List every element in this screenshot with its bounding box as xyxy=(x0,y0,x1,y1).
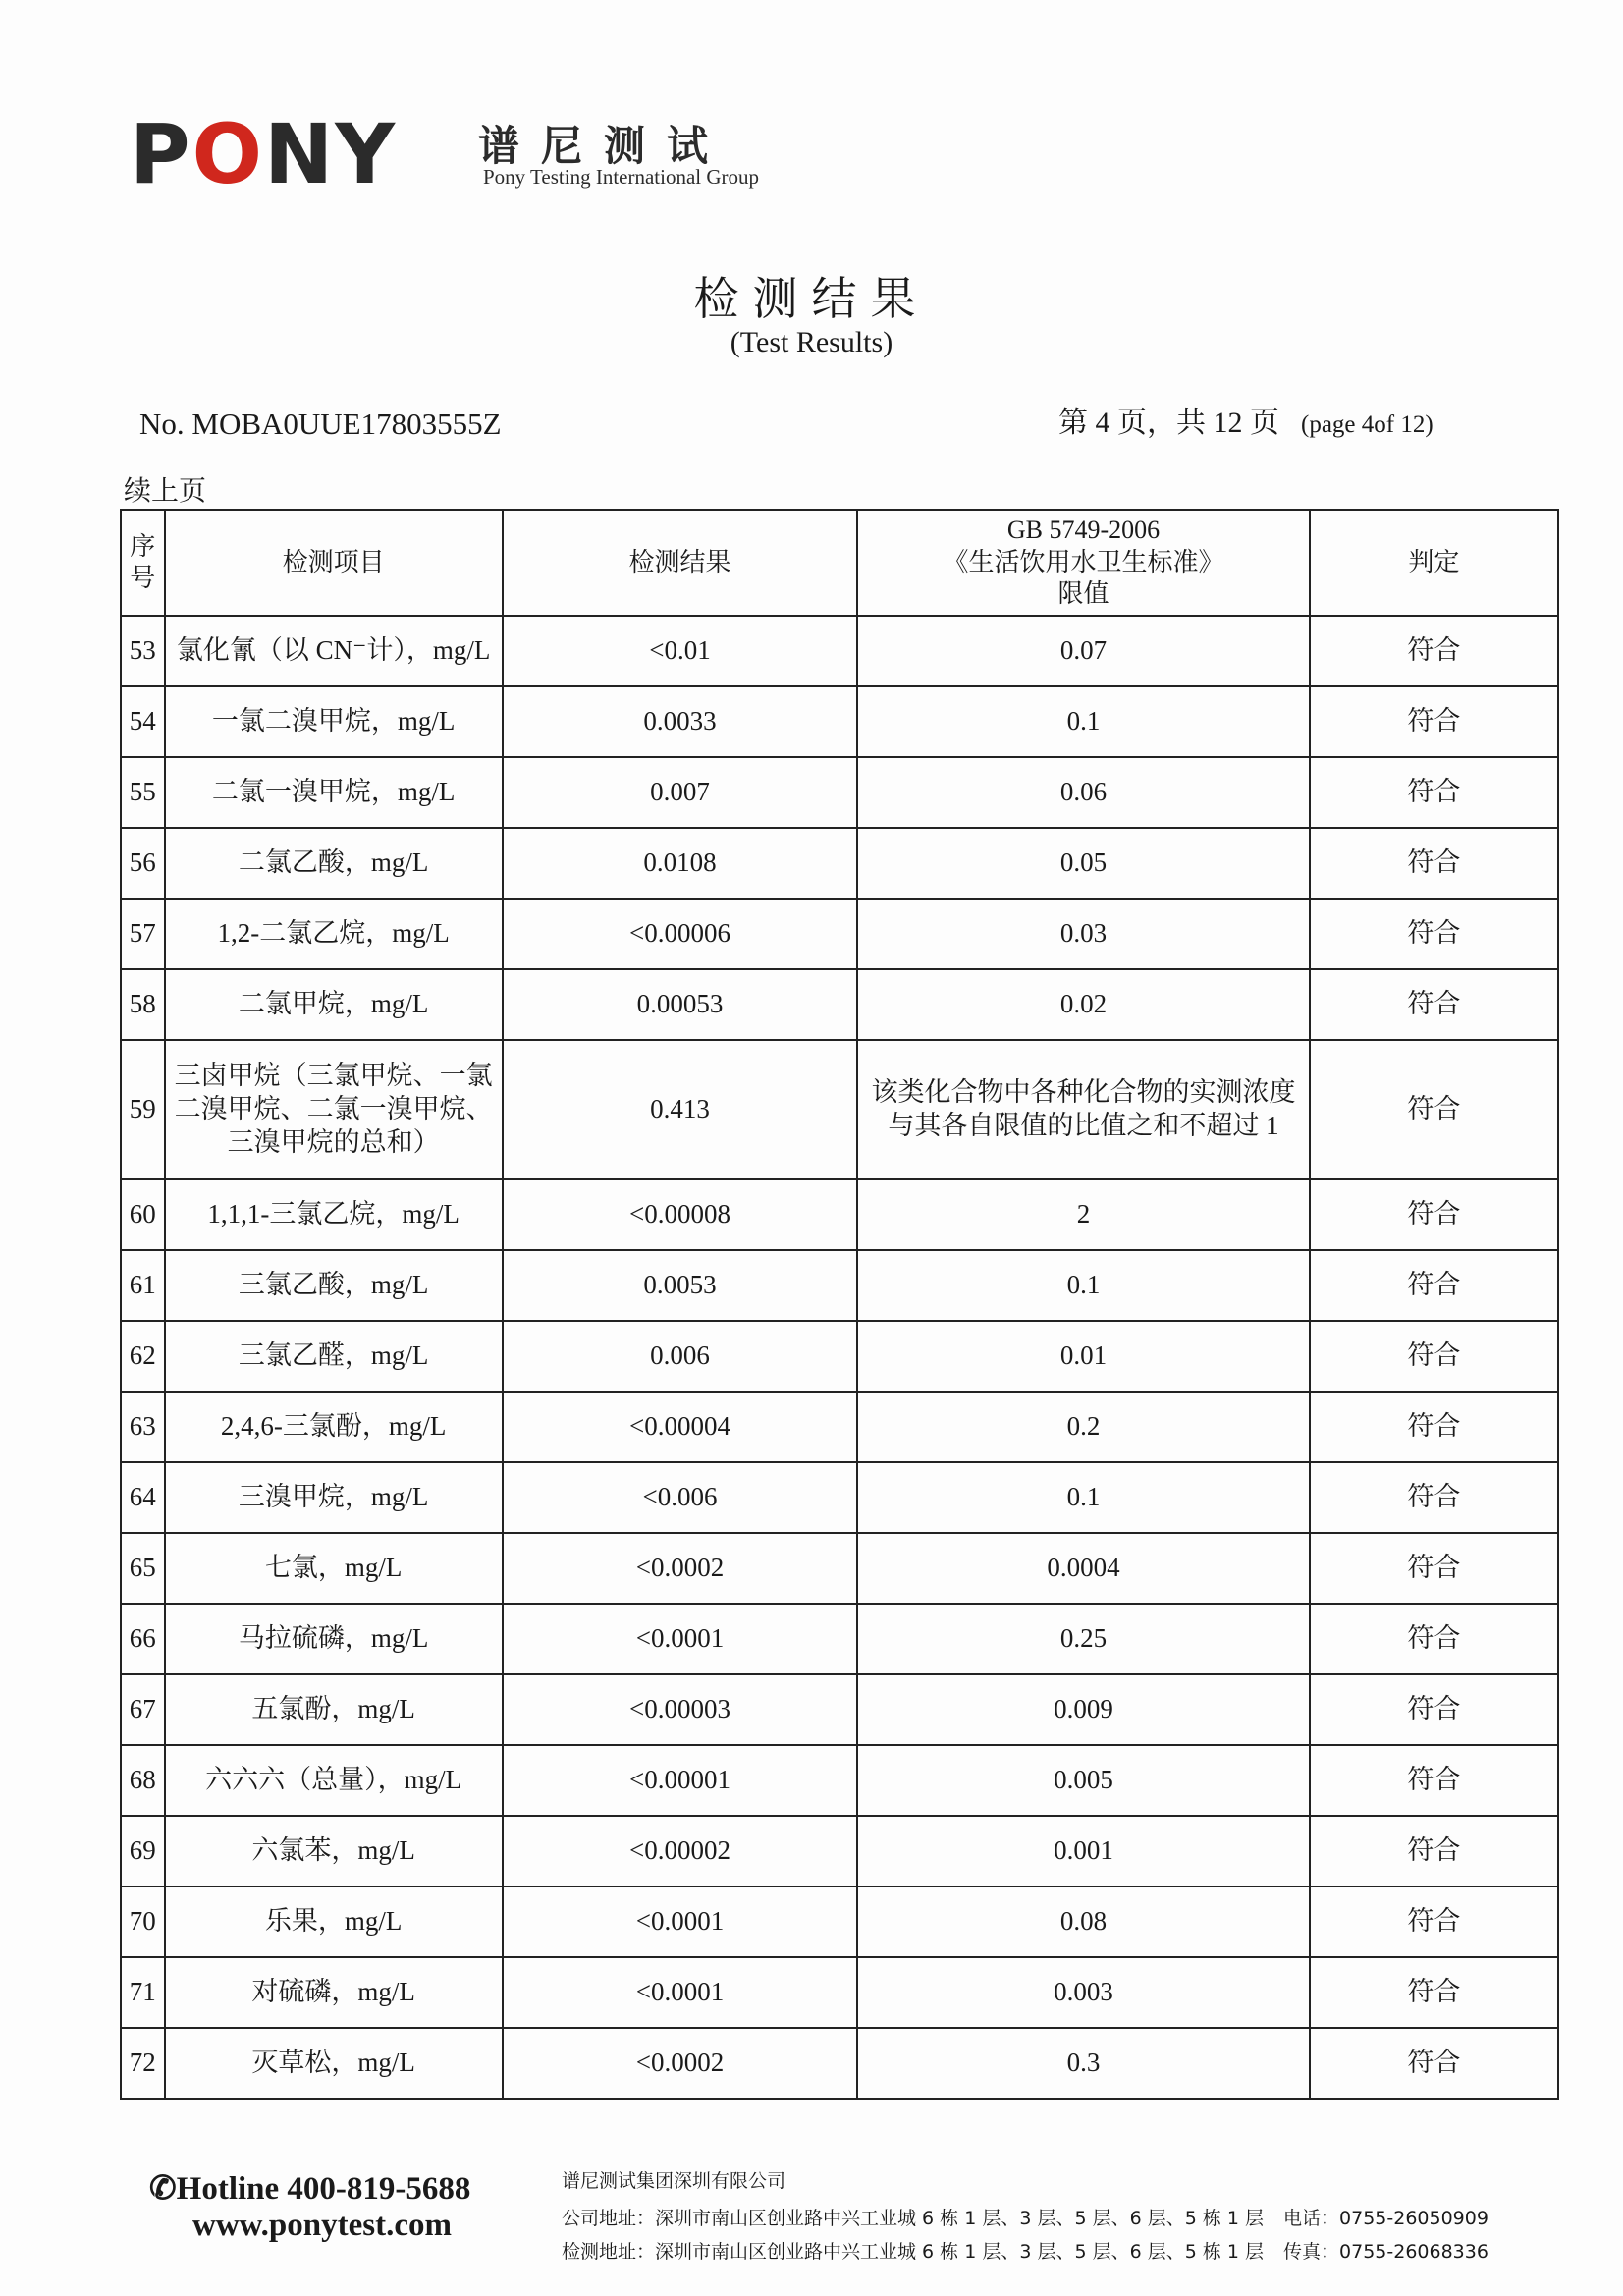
header-verdict: 判定 xyxy=(1310,510,1558,616)
cell-item: 二氯甲烷，mg/L xyxy=(165,969,503,1040)
cell-verdict: 符合 xyxy=(1310,1250,1558,1321)
header-no: 序号 xyxy=(121,510,165,616)
cell-no: 72 xyxy=(121,2028,165,2099)
table-row xyxy=(121,1533,1558,1604)
cell-limit: 0.01 xyxy=(857,1321,1310,1392)
cell-no: 59 xyxy=(121,1040,165,1179)
cell-verdict: 符合 xyxy=(1310,1040,1558,1179)
cell-result: 0.006 xyxy=(503,1321,857,1392)
cell-verdict: 符合 xyxy=(1310,1957,1558,2028)
footer-test-address: 检测地址：深圳市南山区创业路中兴工业城 6 栋 1 层、3 层、5 层、6 层、5 栋 1 层 传真：0755-26068336 xyxy=(562,2241,1488,2263)
cell-no: 68 xyxy=(121,1745,165,1816)
cell-limit: 0.1 xyxy=(857,686,1310,757)
cell-result: <0.0001 xyxy=(503,1604,857,1674)
cell-no: 61 xyxy=(121,1250,165,1321)
cell-result: <0.00008 xyxy=(503,1179,857,1250)
cell-no: 58 xyxy=(121,969,165,1040)
cell-result: <0.00001 xyxy=(503,1745,857,1816)
cell-no: 57 xyxy=(121,899,165,969)
continued-label: 续上页 xyxy=(124,474,207,507)
cell-item: 乐果，mg/L xyxy=(165,1886,503,1957)
cell-limit: 0.03 xyxy=(857,899,1310,969)
cell-result: 0.413 xyxy=(503,1040,857,1179)
cell-limit: 0.02 xyxy=(857,969,1310,1040)
cell-result: 0.007 xyxy=(503,757,857,828)
cell-no: 67 xyxy=(121,1674,165,1745)
table-row xyxy=(121,828,1558,899)
phone-icon: ✆ xyxy=(149,2171,177,2207)
logo-wordmark: PONY xyxy=(130,106,398,202)
cell-result: <0.006 xyxy=(503,1462,857,1533)
cell-item: 1,1,1-三氯乙烷，mg/L xyxy=(165,1179,503,1250)
cell-no: 56 xyxy=(121,828,165,899)
cell-verdict: 符合 xyxy=(1310,616,1558,686)
cell-item: 六六六（总量），mg/L xyxy=(165,1745,503,1816)
cell-limit: 该类化合物中各种化合物的实测浓度与其各自限值的比值之和不超过 1 xyxy=(857,1040,1310,1179)
cell-item: 2,4,6-三氯酚，mg/L xyxy=(165,1392,503,1462)
table-row xyxy=(121,1957,1558,2028)
cell-no: 55 xyxy=(121,757,165,828)
cell-limit: 0.08 xyxy=(857,1886,1310,1957)
logo-chinese-name: 谱尼测试 xyxy=(478,122,730,170)
cell-limit: 0.0004 xyxy=(857,1533,1310,1604)
cell-result: <0.0001 xyxy=(503,1957,857,2028)
cell-result: 0.0108 xyxy=(503,828,857,899)
table-row xyxy=(121,2028,1558,2099)
cell-limit: 0.003 xyxy=(857,1957,1310,2028)
cell-result: <0.0002 xyxy=(503,2028,857,2099)
cell-item: 三溴甲烷，mg/L xyxy=(165,1462,503,1533)
table-header-row xyxy=(121,510,1558,616)
logo-english-name: Pony Testing International Group xyxy=(483,165,760,189)
cell-no: 70 xyxy=(121,1886,165,1957)
cell-no: 60 xyxy=(121,1179,165,1250)
cell-verdict: 符合 xyxy=(1310,1745,1558,1816)
footer-company-address: 公司地址：深圳市南山区创业路中兴工业城 6 栋 1 层、3 层、5 层、6 层、5 栋 1 层 电话：0755-26050909 xyxy=(562,2208,1488,2229)
cell-verdict: 符合 xyxy=(1310,1321,1558,1392)
cell-no: 62 xyxy=(121,1321,165,1392)
cell-verdict: 符合 xyxy=(1310,1533,1558,1604)
cell-limit: 0.009 xyxy=(857,1674,1310,1745)
table-row xyxy=(121,1179,1558,1250)
results-table xyxy=(120,509,1559,2100)
page-indicator: 第 4 页，共 12 页 (page 4of 12) xyxy=(1058,407,1434,439)
table-row xyxy=(121,1250,1558,1321)
cell-item: 灭草松，mg/L xyxy=(165,2028,503,2099)
cell-verdict: 符合 xyxy=(1310,2028,1558,2099)
cell-item: 三氯乙醛，mg/L xyxy=(165,1321,503,1392)
cell-no: 64 xyxy=(121,1462,165,1533)
header-result: 检测结果 xyxy=(503,510,857,616)
cell-item: 二氯乙酸，mg/L xyxy=(165,828,503,899)
cell-result: <0.00004 xyxy=(503,1392,857,1462)
page-subtitle: (Test Results) xyxy=(730,326,893,358)
cell-limit: 0.1 xyxy=(857,1462,1310,1533)
cell-verdict: 符合 xyxy=(1310,757,1558,828)
cell-verdict: 符合 xyxy=(1310,1462,1558,1533)
cell-verdict: 符合 xyxy=(1310,1886,1558,1957)
cell-verdict: 符合 xyxy=(1310,686,1558,757)
table-row xyxy=(121,616,1558,686)
cell-verdict: 符合 xyxy=(1310,1674,1558,1745)
cell-verdict: 符合 xyxy=(1310,1604,1558,1674)
cell-limit: 0.001 xyxy=(857,1816,1310,1886)
page-title: 检测结果 xyxy=(693,272,930,325)
header-item: 检测项目 xyxy=(165,510,503,616)
cell-item: 五氯酚，mg/L xyxy=(165,1674,503,1745)
cell-verdict: 符合 xyxy=(1310,899,1558,969)
cell-result: <0.0001 xyxy=(503,1886,857,1957)
table-row xyxy=(121,1462,1558,1533)
cell-verdict: 符合 xyxy=(1310,1392,1558,1462)
cell-no: 54 xyxy=(121,686,165,757)
footer-website: www.ponytest.com xyxy=(192,2208,452,2243)
cell-verdict: 符合 xyxy=(1310,828,1558,899)
table-row xyxy=(121,1392,1558,1462)
cell-limit: 0.005 xyxy=(857,1745,1310,1816)
footer-hotline: ✆Hotline 400-819-5688 xyxy=(149,2171,471,2207)
cell-limit: 0.05 xyxy=(857,828,1310,899)
table-row xyxy=(121,969,1558,1040)
header-limit: GB 5749-2006 《生活饮用水卫生标准》 限值 xyxy=(857,510,1310,616)
cell-item: 二氯一溴甲烷，mg/L xyxy=(165,757,503,828)
cell-no: 53 xyxy=(121,616,165,686)
cell-item: 氯化氰（以 CN⁻计），mg/L xyxy=(165,616,503,686)
cell-item: 三卤甲烷（三氯甲烷、一氯二溴甲烷、二氯一溴甲烷、三溴甲烷的总和） xyxy=(165,1040,503,1179)
footer-company: 谱尼测试集团深圳有限公司 xyxy=(562,2170,786,2192)
cell-limit: 0.07 xyxy=(857,616,1310,686)
cell-item: 三氯乙酸，mg/L xyxy=(165,1250,503,1321)
cell-item: 六氯苯，mg/L xyxy=(165,1816,503,1886)
cell-limit: 2 xyxy=(857,1179,1310,1250)
cell-verdict: 符合 xyxy=(1310,1179,1558,1250)
cell-item: 1,2-二氯乙烷，mg/L xyxy=(165,899,503,969)
report-number: No. MOBA0UUE17803555Z xyxy=(139,407,502,441)
cell-verdict: 符合 xyxy=(1310,1816,1558,1886)
cell-item: 马拉硫磷，mg/L xyxy=(165,1604,503,1674)
table-row xyxy=(121,1040,1558,1179)
cell-no: 66 xyxy=(121,1604,165,1674)
table-row xyxy=(121,1886,1558,1957)
cell-result: <0.0002 xyxy=(503,1533,857,1604)
cell-no: 63 xyxy=(121,1392,165,1462)
cell-limit: 0.3 xyxy=(857,2028,1310,2099)
table-row xyxy=(121,686,1558,757)
table-row xyxy=(121,1604,1558,1674)
table-row xyxy=(121,1321,1558,1392)
cell-result: <0.00006 xyxy=(503,899,857,969)
cell-item: 七氯，mg/L xyxy=(165,1533,503,1604)
cell-limit: 0.25 xyxy=(857,1604,1310,1674)
table-row xyxy=(121,1745,1558,1816)
cell-item: 一氯二溴甲烷，mg/L xyxy=(165,686,503,757)
cell-result: 0.00053 xyxy=(503,969,857,1040)
cell-item: 对硫磷，mg/L xyxy=(165,1957,503,2028)
cell-result: <0.01 xyxy=(503,616,857,686)
table-row xyxy=(121,899,1558,969)
cell-result: <0.00002 xyxy=(503,1816,857,1886)
table-row xyxy=(121,757,1558,828)
cell-verdict: 符合 xyxy=(1310,969,1558,1040)
cell-result: 0.0053 xyxy=(503,1250,857,1321)
cell-result: <0.00003 xyxy=(503,1674,857,1745)
cell-limit: 0.2 xyxy=(857,1392,1310,1462)
cell-limit: 0.06 xyxy=(857,757,1310,828)
cell-no: 65 xyxy=(121,1533,165,1604)
cell-no: 71 xyxy=(121,1957,165,2028)
cell-limit: 0.1 xyxy=(857,1250,1310,1321)
cell-no: 69 xyxy=(121,1816,165,1886)
cell-result: 0.0033 xyxy=(503,686,857,757)
table-row xyxy=(121,1674,1558,1745)
table-row xyxy=(121,1816,1558,1886)
